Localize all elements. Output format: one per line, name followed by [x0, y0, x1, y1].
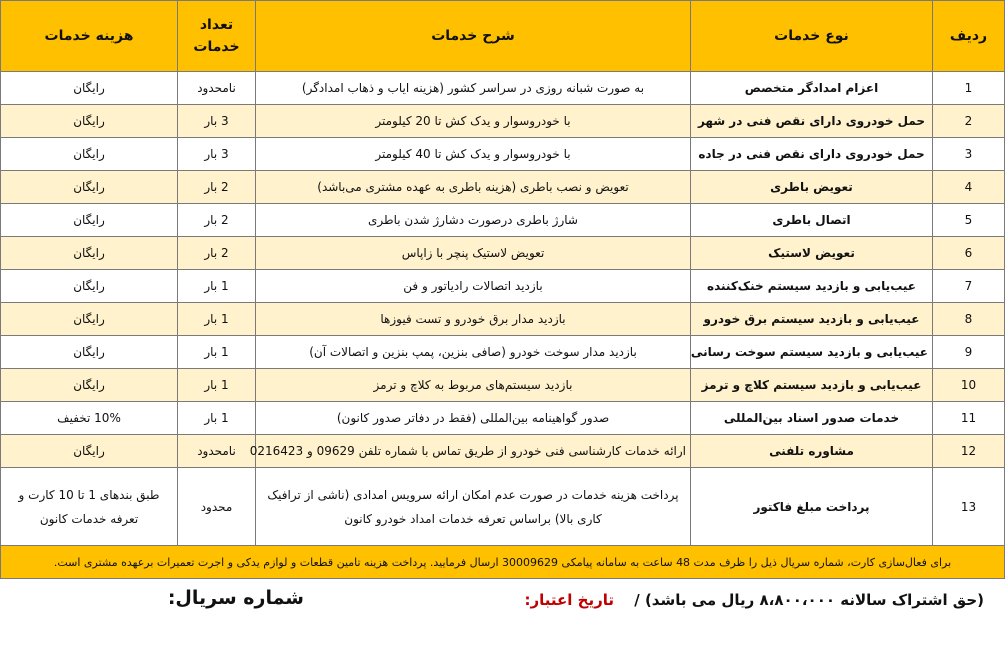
- service-cost: رایگان: [1, 72, 178, 105]
- table-header-row: [1, 1, 1005, 72]
- service-count: 3 بار: [178, 105, 256, 138]
- activation-note: برای فعال‌سازی کارت، شماره سریال ذیل را ظرف مدت 48 ساعت به سامانه پیامکی 30009629 ارسال فرمایید. پرداخت هزینه تامین قطعات و لوازم یدکی و اجرت تعمیرات برعهده مشتری است.: [1, 546, 1005, 579]
- service-cost: 10% تخفیف: [1, 402, 178, 435]
- row-number: 6: [933, 237, 1005, 270]
- header-service-type: نوع خدمات: [691, 1, 933, 72]
- service-count: 2 بار: [178, 237, 256, 270]
- row-number: 2: [933, 105, 1005, 138]
- service-cost: رایگان: [1, 270, 178, 303]
- service-description: تعویض لاستیک پنچر با زاپاس: [256, 237, 691, 270]
- service-description: شارژ باطری درصورت دشارژ شدن باطری: [256, 204, 691, 237]
- annual-fee-text: (حق اشتراک سالانه ۸،۸۰۰،۰۰۰ ریال می باشد) /: [634, 591, 984, 609]
- service-count: 1 بار: [178, 336, 256, 369]
- table-row: [1, 72, 1005, 105]
- activation-note-row: [1, 546, 1005, 579]
- service-cost: رایگان: [1, 204, 178, 237]
- service-description: تعویض و نصب باطری (هزینه باطری به عهده مشتری می‌باشد): [256, 171, 691, 204]
- service-type: اعزام امدادگر متخصص: [691, 72, 933, 105]
- row-number: 12: [933, 435, 1005, 468]
- service-count: محدود: [178, 468, 256, 546]
- service-count: 3 بار: [178, 138, 256, 171]
- row-number: 8: [933, 303, 1005, 336]
- row-number: 1: [933, 72, 1005, 105]
- service-description: با خودروسوار و یدک کش تا 40 کیلومتر: [256, 138, 691, 171]
- service-type: اتصال باطری: [691, 204, 933, 237]
- service-description: بازدید سیستم‌های مربوط به کلاچ و ترمز: [256, 369, 691, 402]
- service-type: حمل خودروی دارای نقص فنی در شهر: [691, 105, 933, 138]
- service-count: 1 بار: [178, 303, 256, 336]
- service-type: عیب‌یابی و بازدید سیستم خنک‌کننده: [691, 270, 933, 303]
- service-description: بازدید مدار برق خودرو و تست فیوزها: [256, 303, 691, 336]
- service-description: بازدید اتصالات رادیاتور و فن: [256, 270, 691, 303]
- service-cost: طبق بندهای 1 تا 10 کارت و تعرفه خدمات کانون: [1, 468, 178, 546]
- row-number: 9: [933, 336, 1005, 369]
- table-row: [1, 336, 1005, 369]
- table-row: [1, 270, 1005, 303]
- table-row: [1, 138, 1005, 171]
- service-count: 2 بار: [178, 204, 256, 237]
- service-cost: رایگان: [1, 105, 178, 138]
- row-number: 7: [933, 270, 1005, 303]
- table-row: [1, 402, 1005, 435]
- service-type: خدمات صدور اسناد بین‌المللی: [691, 402, 933, 435]
- service-count: 1 بار: [178, 402, 256, 435]
- table-row: [1, 204, 1005, 237]
- service-type: عیب‌یابی و بازدید سیستم برق خودرو: [691, 303, 933, 336]
- service-count: نامحدود: [178, 435, 256, 468]
- service-type: عیب‌یابی و بازدید سیستم کلاچ و ترمز: [691, 369, 933, 402]
- row-number: 3: [933, 138, 1005, 171]
- service-cost: رایگان: [1, 237, 178, 270]
- service-type: تعویض لاستیک: [691, 237, 933, 270]
- row-number: 10: [933, 369, 1005, 402]
- service-cost: رایگان: [1, 303, 178, 336]
- validity-date-label: تاریخ اعتبار:: [524, 591, 614, 609]
- service-description: به صورت شبانه روزی در سراسر کشور (هزینه ایاب و ذهاب امدادگر): [256, 72, 691, 105]
- card-footer: [0, 585, 1004, 625]
- service-count: نامحدود: [178, 72, 256, 105]
- service-cost: رایگان: [1, 369, 178, 402]
- service-description: ارائه خدمات کارشناسی فنی خودرو از طریق تماس با شماره تلفن 09629 و 0216423: [256, 435, 691, 468]
- table-row: [1, 435, 1005, 468]
- table-row: [1, 237, 1005, 270]
- header-service-cost: هزینه خدمات: [1, 1, 178, 72]
- service-type: حمل خودروی دارای نقص فنی در جاده: [691, 138, 933, 171]
- table-row: [1, 303, 1005, 336]
- service-cost: رایگان: [1, 435, 178, 468]
- table-row: [1, 105, 1005, 138]
- row-number: 11: [933, 402, 1005, 435]
- service-description: صدور گواهینامه بین‌المللی (فقط در دفاتر صدور کانون): [256, 402, 691, 435]
- service-type: عیب‌یابی و بازدید سیستم سوخت رسانی: [691, 336, 933, 369]
- table-row: [1, 468, 1005, 546]
- service-count: 2 بار: [178, 171, 256, 204]
- service-type: پرداخت مبلغ فاکتور: [691, 468, 933, 546]
- header-row-number: ردیف: [933, 1, 1005, 72]
- serial-number-label: شماره سریال:: [167, 587, 304, 609]
- service-count: 1 بار: [178, 369, 256, 402]
- service-type: مشاوره تلفنی: [691, 435, 933, 468]
- service-count: 1 بار: [178, 270, 256, 303]
- table-row: [1, 369, 1005, 402]
- row-number: 13: [933, 468, 1005, 546]
- service-cost: رایگان: [1, 171, 178, 204]
- service-description: با خودروسوار و یدک کش تا 20 کیلومتر: [256, 105, 691, 138]
- header-service-count: تعداد خدمات: [178, 1, 256, 72]
- service-description: بازدید مدار سوخت خودرو (صافی بنزین، پمپ بنزین و اتصالات آن): [256, 336, 691, 369]
- row-number: 5: [933, 204, 1005, 237]
- table-row: [1, 171, 1005, 204]
- row-number: 4: [933, 171, 1005, 204]
- service-cost: رایگان: [1, 336, 178, 369]
- service-cost: رایگان: [1, 138, 178, 171]
- service-description: پرداخت هزینه خدمات در صورت عدم امکان ارائه سرویس امدادی (ناشی از ترافیک کاری بالا) براساس تعرفه خدمات امداد خودرو کانون: [256, 468, 691, 546]
- service-type: تعویض باطری: [691, 171, 933, 204]
- header-service-description: شرح خدمات: [256, 1, 691, 72]
